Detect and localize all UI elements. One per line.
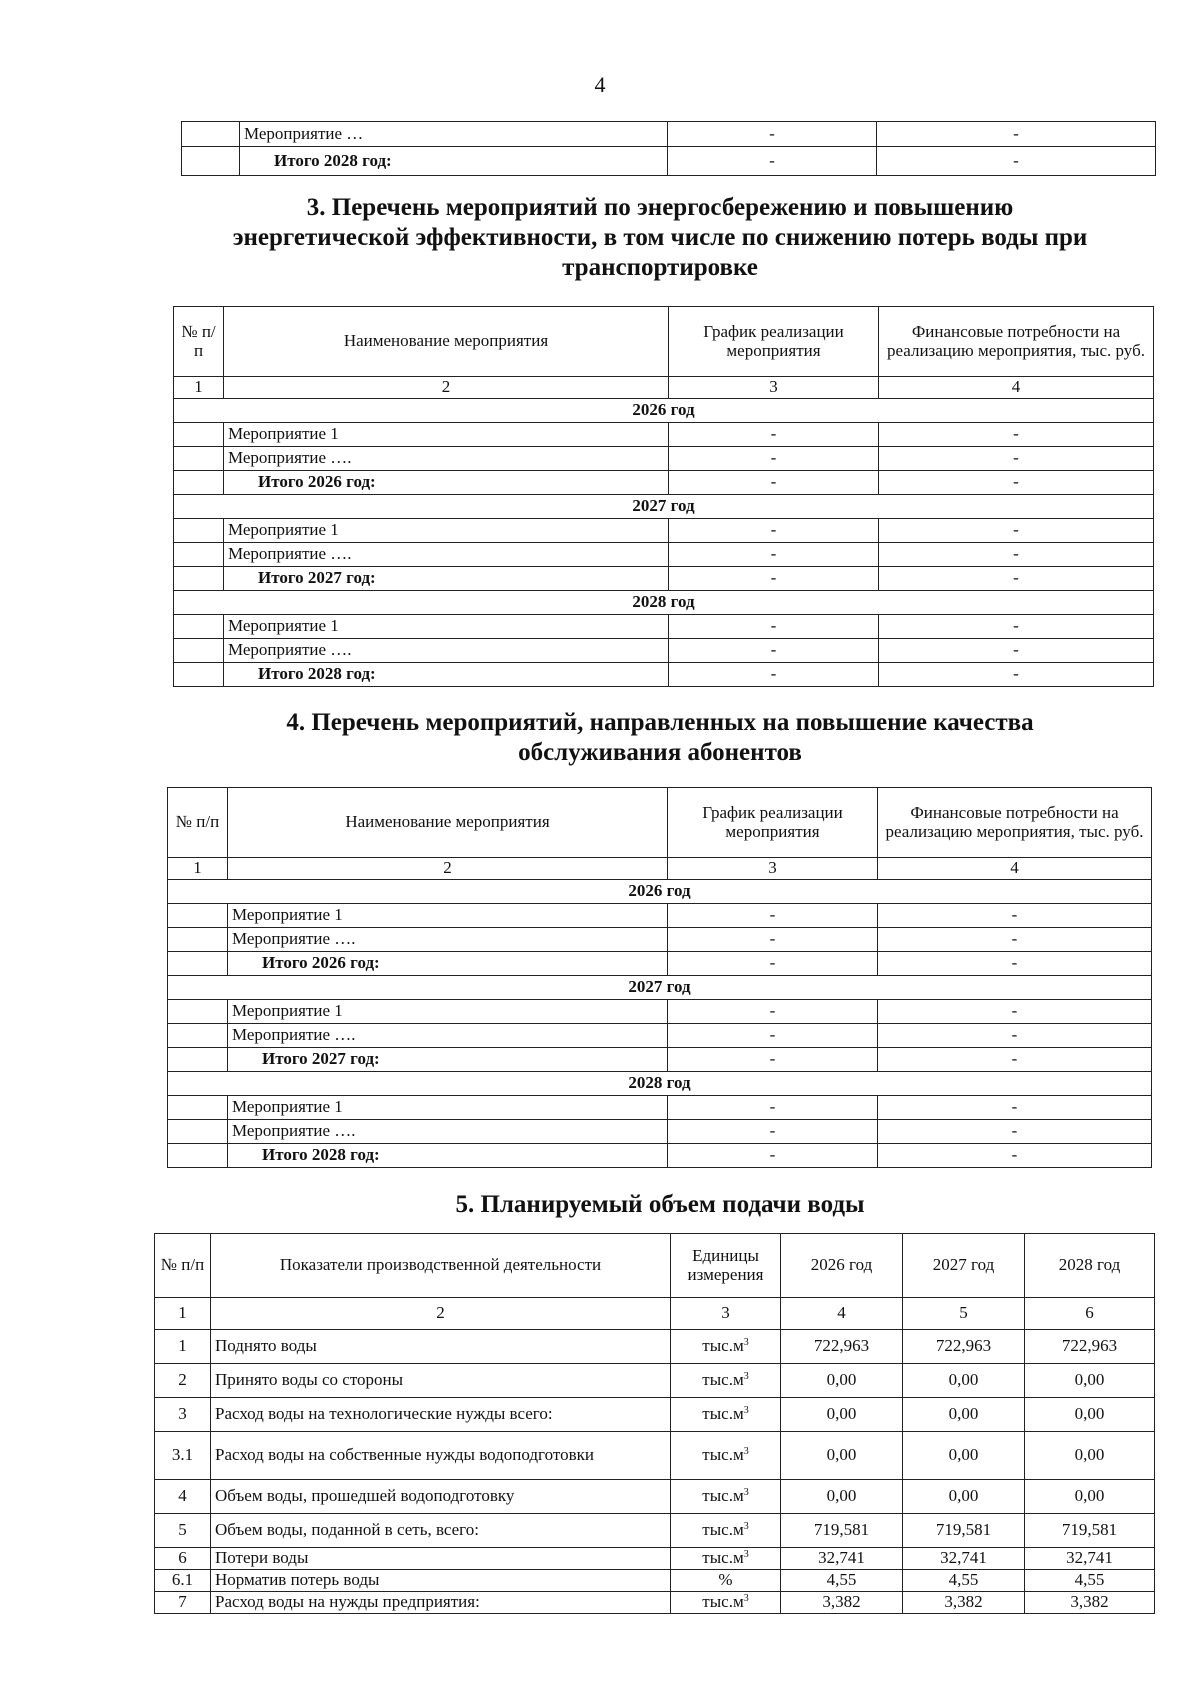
finance-cell: - bbox=[879, 471, 1154, 495]
indicator-name: Расход воды на собственные нужды водоподготовки bbox=[211, 1432, 671, 1480]
finance-cell: - bbox=[879, 615, 1154, 639]
header-indicator: Показатели производственной деятельности bbox=[211, 1234, 671, 1298]
table-row bbox=[182, 147, 1156, 176]
page-number: 4 bbox=[594, 72, 606, 97]
indicator-name: Объем воды, поданной в сеть, всего: bbox=[211, 1514, 671, 1548]
indicator-name: Расход воды на нужды предприятия: bbox=[211, 1592, 671, 1614]
event-name: Мероприятие 1 bbox=[228, 1000, 668, 1024]
finance-cell: - bbox=[878, 1144, 1152, 1168]
unit-exponent: 3 bbox=[743, 1593, 749, 1605]
value-2027: 0,00 bbox=[903, 1398, 1025, 1432]
schedule-cell: - bbox=[668, 1096, 878, 1120]
total-label: Итого 2028 год: bbox=[240, 147, 668, 176]
unit-cell bbox=[671, 1548, 781, 1570]
finance-cell: - bbox=[878, 1000, 1152, 1024]
value-2028: 3,382 bbox=[1025, 1592, 1155, 1614]
unit-exponent: 3 bbox=[743, 1337, 749, 1349]
finance-cell: - bbox=[878, 952, 1152, 976]
value-2028: 722,963 bbox=[1025, 1330, 1155, 1364]
unit-exponent: 3 bbox=[743, 1405, 749, 1417]
value-2027: 4,55 bbox=[903, 1570, 1025, 1592]
unit-cell bbox=[671, 1330, 781, 1364]
schedule-cell: - bbox=[668, 147, 877, 176]
table-row bbox=[174, 543, 1154, 567]
year-label: 2026 год bbox=[174, 399, 1154, 423]
schedule-cell: - bbox=[668, 1120, 878, 1144]
schedule-cell: - bbox=[668, 952, 878, 976]
unit-base: тыс.м bbox=[702, 1592, 744, 1612]
table-row bbox=[155, 1570, 1155, 1592]
row-number: 6.1 bbox=[155, 1570, 211, 1592]
header-finance: Финансовые потребности на реализацию мероприятия, тыс. руб. bbox=[878, 788, 1152, 858]
finance-cell: - bbox=[878, 928, 1152, 952]
total-label: Итого 2028 год: bbox=[228, 1144, 668, 1168]
schedule-cell: - bbox=[668, 1048, 878, 1072]
event-name: Мероприятие …. bbox=[224, 543, 669, 567]
unit-cell bbox=[671, 1432, 781, 1480]
table-row bbox=[168, 1120, 1152, 1144]
top-table bbox=[181, 121, 1156, 176]
schedule-cell: - bbox=[668, 1144, 878, 1168]
header-row bbox=[174, 307, 1154, 377]
value-2028: 0,00 bbox=[1025, 1364, 1155, 1398]
table-row bbox=[174, 519, 1154, 543]
value-2026: 32,741 bbox=[781, 1548, 903, 1570]
section3-title-line1: 3. Перечень мероприятий по энергосбережению и повышению bbox=[306, 194, 1014, 221]
header-2027: 2027 год bbox=[903, 1234, 1025, 1298]
col-number: 1 bbox=[168, 858, 228, 880]
unit-base: тыс.м bbox=[702, 1445, 744, 1465]
schedule-cell: - bbox=[669, 639, 879, 663]
section3-table bbox=[173, 306, 1154, 687]
schedule-cell: - bbox=[669, 471, 879, 495]
row-number: 4 bbox=[155, 1480, 211, 1514]
event-name: Мероприятие …. bbox=[228, 928, 668, 952]
finance-cell: - bbox=[878, 904, 1152, 928]
event-name: Мероприятие 1 bbox=[224, 519, 669, 543]
schedule-cell: - bbox=[669, 447, 879, 471]
finance-cell: - bbox=[879, 447, 1154, 471]
finance-cell: - bbox=[879, 663, 1154, 687]
finance-cell: - bbox=[879, 567, 1154, 591]
finance-cell: - bbox=[879, 543, 1154, 567]
row-number: 6 bbox=[155, 1548, 211, 1570]
section5-table bbox=[154, 1233, 1155, 1614]
schedule-cell: - bbox=[669, 567, 879, 591]
column-number-row bbox=[168, 858, 1152, 880]
year-row bbox=[168, 1072, 1152, 1096]
table-row bbox=[168, 1096, 1152, 1120]
value-2026: 0,00 bbox=[781, 1432, 903, 1480]
value-2026: 0,00 bbox=[781, 1398, 903, 1432]
finance-cell: - bbox=[878, 1024, 1152, 1048]
unit-base: тыс.м bbox=[702, 1370, 744, 1390]
row-number: 7 bbox=[155, 1592, 211, 1614]
section3-title-line2: энергетической эффективности, в том числе по снижению потерь воды при bbox=[232, 224, 1088, 251]
finance-cell: - bbox=[878, 1048, 1152, 1072]
unit-exponent: 3 bbox=[743, 1487, 749, 1499]
total-label: Итого 2026 год: bbox=[228, 952, 668, 976]
table-row bbox=[174, 615, 1154, 639]
row-number: 1 bbox=[155, 1330, 211, 1364]
col-number: 1 bbox=[174, 377, 224, 399]
value-2027: 0,00 bbox=[903, 1364, 1025, 1398]
finance-cell: - bbox=[878, 1120, 1152, 1144]
col-number: 6 bbox=[1025, 1298, 1155, 1330]
event-name: Мероприятие 1 bbox=[228, 1096, 668, 1120]
table-row bbox=[174, 567, 1154, 591]
value-2026: 0,00 bbox=[781, 1480, 903, 1514]
schedule-cell: - bbox=[669, 543, 879, 567]
finance-cell: - bbox=[877, 147, 1156, 176]
total-label: Итого 2028 год: bbox=[224, 663, 669, 687]
section5-title: 5. Планируемый объем подачи воды bbox=[455, 1191, 865, 1218]
schedule-cell: - bbox=[669, 615, 879, 639]
table-row bbox=[155, 1514, 1155, 1548]
finance-cell: - bbox=[878, 1096, 1152, 1120]
event-name: Мероприятие …. bbox=[228, 1024, 668, 1048]
header-name: Наименование мероприятия bbox=[228, 788, 668, 858]
table-row bbox=[155, 1364, 1155, 1398]
table-row bbox=[155, 1480, 1155, 1514]
value-2027: 719,581 bbox=[903, 1514, 1025, 1548]
year-label: 2027 год bbox=[168, 976, 1152, 1000]
indicator-name: Объем воды, прошедшей водоподготовку bbox=[211, 1480, 671, 1514]
table-row bbox=[155, 1548, 1155, 1570]
section4-title-line2: обслуживания абонентов bbox=[518, 739, 802, 766]
row-number: 2 bbox=[155, 1364, 211, 1398]
value-2027: 32,741 bbox=[903, 1548, 1025, 1570]
value-2028: 0,00 bbox=[1025, 1480, 1155, 1514]
table-row bbox=[155, 1592, 1155, 1614]
indicator-name: Норматив потерь воды bbox=[211, 1570, 671, 1592]
header-schedule: График реализации мероприятия bbox=[669, 307, 879, 377]
event-name: Мероприятие 1 bbox=[224, 615, 669, 639]
indicator-name: Поднято воды bbox=[211, 1330, 671, 1364]
unit-cell bbox=[671, 1398, 781, 1432]
header-name: Наименование мероприятия bbox=[224, 307, 669, 377]
value-2026: 4,55 bbox=[781, 1570, 903, 1592]
col-number: 2 bbox=[224, 377, 669, 399]
finance-cell: - bbox=[879, 423, 1154, 447]
schedule-cell: - bbox=[669, 519, 879, 543]
table-row bbox=[174, 663, 1154, 687]
table-row bbox=[168, 1024, 1152, 1048]
unit-base: тыс.м bbox=[702, 1336, 744, 1356]
section4-title-line1: 4. Перечень мероприятий, направленных на повышение качества bbox=[286, 709, 1034, 736]
unit-exponent: 3 bbox=[743, 1446, 749, 1458]
year-label: 2026 год bbox=[168, 880, 1152, 904]
schedule-cell: - bbox=[668, 904, 878, 928]
year-row bbox=[174, 591, 1154, 615]
unit-base: тыс.м bbox=[702, 1404, 744, 1424]
schedule-cell: - bbox=[668, 122, 877, 147]
event-name: Мероприятие 1 bbox=[224, 423, 669, 447]
total-label: Итого 2027 год: bbox=[228, 1048, 668, 1072]
year-label: 2028 год bbox=[174, 591, 1154, 615]
value-2027: 0,00 bbox=[903, 1432, 1025, 1480]
col-number: 3 bbox=[671, 1298, 781, 1330]
schedule-cell: - bbox=[669, 663, 879, 687]
event-name: Мероприятие …. bbox=[224, 447, 669, 471]
year-label: 2028 год bbox=[168, 1072, 1152, 1096]
table-row bbox=[174, 639, 1154, 663]
value-2026: 3,382 bbox=[781, 1592, 903, 1614]
indicator-name: Принято воды со стороны bbox=[211, 1364, 671, 1398]
header-unit: Единицы измерения bbox=[671, 1234, 781, 1298]
finance-cell: - bbox=[877, 122, 1156, 147]
header-finance: Финансовые потребности на реализацию мероприятия, тыс. руб. bbox=[879, 307, 1154, 377]
unit-exponent: 3 bbox=[743, 1521, 749, 1533]
finance-cell: - bbox=[879, 639, 1154, 663]
col-number: 1 bbox=[155, 1298, 211, 1330]
col-number: 2 bbox=[228, 858, 668, 880]
col-number: 4 bbox=[781, 1298, 903, 1330]
table-row bbox=[174, 447, 1154, 471]
unit-cell bbox=[671, 1592, 781, 1614]
event-name: Мероприятие …. bbox=[224, 639, 669, 663]
table-row bbox=[155, 1432, 1155, 1480]
value-2028: 0,00 bbox=[1025, 1398, 1155, 1432]
value-2027: 722,963 bbox=[903, 1330, 1025, 1364]
section4-title bbox=[150, 708, 1170, 768]
value-2028: 32,741 bbox=[1025, 1548, 1155, 1570]
section3-title-line3: транспортировке bbox=[562, 254, 758, 281]
unit-cell: % bbox=[671, 1570, 781, 1592]
value-2028: 719,581 bbox=[1025, 1514, 1155, 1548]
finance-cell: - bbox=[879, 519, 1154, 543]
schedule-cell: - bbox=[668, 1000, 878, 1024]
event-name: Мероприятие … bbox=[240, 122, 668, 147]
value-2027: 0,00 bbox=[903, 1480, 1025, 1514]
header-2026: 2026 год bbox=[781, 1234, 903, 1298]
indicator-name: Потери воды bbox=[211, 1548, 671, 1570]
schedule-cell: - bbox=[668, 1024, 878, 1048]
table-row bbox=[168, 1144, 1152, 1168]
unit-base: тыс.м bbox=[702, 1486, 744, 1506]
table-row bbox=[174, 423, 1154, 447]
row-number: 5 bbox=[155, 1514, 211, 1548]
unit-cell bbox=[671, 1364, 781, 1398]
value-2026: 719,581 bbox=[781, 1514, 903, 1548]
value-2028: 4,55 bbox=[1025, 1570, 1155, 1592]
value-2026: 0,00 bbox=[781, 1364, 903, 1398]
schedule-cell: - bbox=[668, 928, 878, 952]
indicator-name: Расход воды на технологические нужды всего: bbox=[211, 1398, 671, 1432]
table-row bbox=[182, 122, 1156, 147]
year-row bbox=[168, 976, 1152, 1000]
col-number: 4 bbox=[879, 377, 1154, 399]
value-2028: 0,00 bbox=[1025, 1432, 1155, 1480]
col-number: 3 bbox=[669, 377, 879, 399]
year-row bbox=[168, 880, 1152, 904]
year-label: 2027 год bbox=[174, 495, 1154, 519]
total-label: Итого 2026 год: bbox=[224, 471, 669, 495]
col-number: 5 bbox=[903, 1298, 1025, 1330]
header-num: № п/п bbox=[155, 1234, 211, 1298]
event-name: Мероприятие …. bbox=[228, 1120, 668, 1144]
table-row bbox=[174, 471, 1154, 495]
table-row bbox=[168, 1000, 1152, 1024]
col-number: 3 bbox=[668, 858, 878, 880]
col-number: 4 bbox=[878, 858, 1152, 880]
total-label: Итого 2027 год: bbox=[224, 567, 669, 591]
table-row bbox=[168, 904, 1152, 928]
unit-base: тыс.м bbox=[702, 1520, 744, 1540]
value-2026: 722,963 bbox=[781, 1330, 903, 1364]
year-row bbox=[174, 495, 1154, 519]
header-num: № п/п bbox=[168, 788, 228, 858]
header-row bbox=[155, 1234, 1155, 1298]
row-number: 3.1 bbox=[155, 1432, 211, 1480]
unit-cell bbox=[671, 1514, 781, 1548]
table-row bbox=[155, 1330, 1155, 1364]
section4-table bbox=[167, 787, 1152, 1168]
table-row bbox=[168, 1048, 1152, 1072]
header-num: № п/п bbox=[174, 307, 224, 377]
section3-title bbox=[150, 193, 1170, 283]
column-number-row bbox=[155, 1298, 1155, 1330]
schedule-cell: - bbox=[669, 423, 879, 447]
row-number: 3 bbox=[155, 1398, 211, 1432]
unit-exponent: 3 bbox=[743, 1371, 749, 1383]
unit-cell bbox=[671, 1480, 781, 1514]
event-name: Мероприятие 1 bbox=[228, 904, 668, 928]
table-row bbox=[155, 1398, 1155, 1432]
table-row bbox=[168, 928, 1152, 952]
header-schedule: График реализации мероприятия bbox=[668, 788, 878, 858]
header-2028: 2028 год bbox=[1025, 1234, 1155, 1298]
value-2027: 3,382 bbox=[903, 1592, 1025, 1614]
header-row bbox=[168, 788, 1152, 858]
year-row bbox=[174, 399, 1154, 423]
unit-exponent: 3 bbox=[743, 1549, 749, 1561]
table-row bbox=[168, 952, 1152, 976]
column-number-row bbox=[174, 377, 1154, 399]
unit-base: тыс.м bbox=[702, 1548, 744, 1568]
col-number: 2 bbox=[211, 1298, 671, 1330]
